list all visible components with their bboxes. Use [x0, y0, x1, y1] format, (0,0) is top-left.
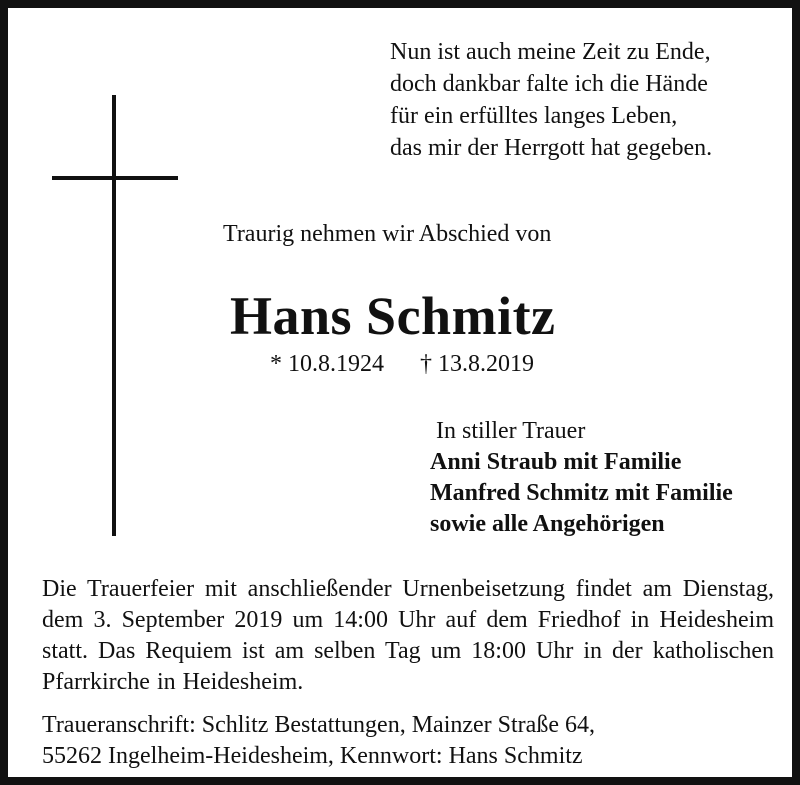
poem [390, 36, 712, 164]
poem-line: doch dankbar falte ich die Hände [390, 71, 708, 97]
poem-line: das mir der Herrgott hat gegeben. [390, 135, 713, 161]
mourners-block [430, 416, 733, 540]
cross-horizontal-bar [52, 176, 178, 180]
poem-line: für ein erfülltes langes Leben, [390, 103, 678, 129]
mourner-name: sowie alle Angehörigen [430, 511, 665, 537]
mourner-name: Manfred Schmitz mit Familie [430, 480, 733, 506]
farewell-intro: Traurig nehmen wir Abschied von [223, 221, 552, 247]
mourners-heading: In stiller Trauer [436, 418, 586, 444]
poem-line: Nun ist auch meine Zeit zu Ende, [390, 39, 711, 65]
deceased-name: Hans Schmitz [230, 286, 556, 346]
birth-date: * 10.8.1924 [270, 351, 384, 377]
mourning-address [42, 710, 595, 772]
death-date: † 13.8.2019 [420, 351, 534, 377]
service-details: Die Trauerfeier mit anschließender Urnenbeisetzung findet am Dienstag, dem 3. September 2019 um 14:00 Uhr auf dem Friedhof in Heidesheim statt. Das Requiem ist am selben Tag um 18:00 Uhr in der katholischen Pfarrkirche in Heidesheim. [42, 576, 774, 695]
mourner-name: Anni Straub mit Familie [430, 449, 682, 475]
address-line: Traueranschrift: Schlitz Bestattungen, Mainzer Straße 64, [42, 712, 595, 738]
cross-vertical-bar [112, 95, 116, 536]
address-line: 55262 Ingelheim-Heidesheim, Kennwort: Hans Schmitz [42, 743, 583, 769]
